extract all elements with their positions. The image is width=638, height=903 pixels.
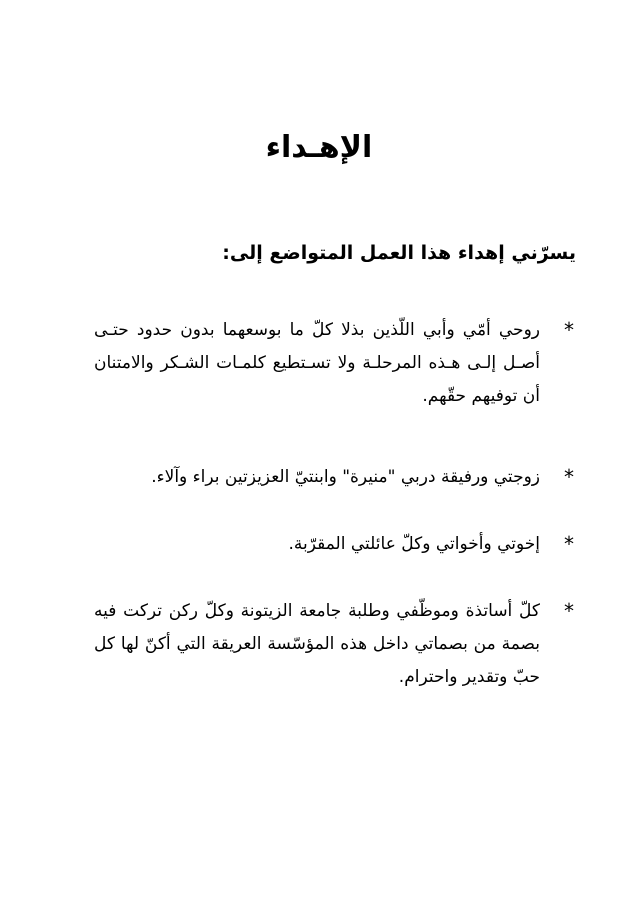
dedication-item xyxy=(94,314,574,413)
dedication-item xyxy=(94,528,574,561)
bullet-marker: * xyxy=(564,465,574,489)
dedication-item xyxy=(94,595,574,694)
dedication-item-text: زوجتي ورفيقة دربي "منيرة" وابنتيّ العزيزتين براء وآلاء. xyxy=(151,467,540,487)
bullet-marker: * xyxy=(564,599,574,623)
bullet-marker: * xyxy=(564,318,574,342)
dedication-item-text: إخوتي وأخواتي وكلّ عائلتي المقرّبة. xyxy=(288,534,540,554)
dedication-item xyxy=(94,461,574,494)
dedication-item-text: روحي أمّي وأبي اللّذين بذلا كلّ ما بوسعهما بدون حدود حتـى أصـل إلـى هـذه المرحلـة ولا تسـتطيع كلمـات الشـكر والامتنان أن توفيهم حقّهم. xyxy=(94,320,540,406)
dedication-intro: يسرّني إهداء هذا العمل المتواضع إلى: xyxy=(222,242,576,264)
bullet-marker: * xyxy=(564,532,574,556)
page-title: الإهـداء xyxy=(265,130,373,165)
dedication-item-text: كلّ أساتذة وموظّفي وطلبة جامعة الزيتونة وكلّ ركن تركت فيه بصمة من بصماتي داخل هذه المؤسّسة العريقة التي أكنّ لها كل حبّ وتقدير واحترام. xyxy=(94,601,540,687)
